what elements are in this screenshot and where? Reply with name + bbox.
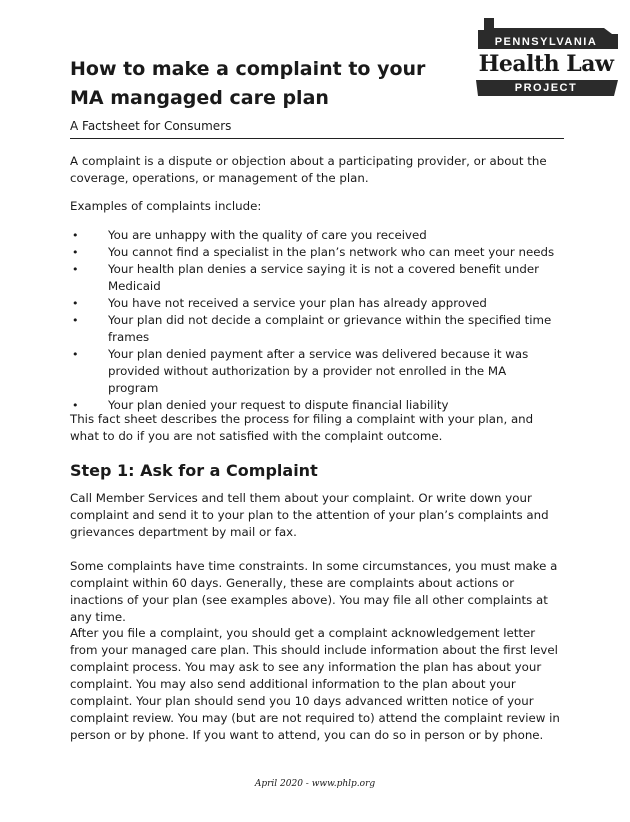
examples-list: [70, 227, 560, 414]
page-title: How to make a complaint to your MA mangaged care plan: [70, 58, 426, 109]
list-item-text: You have not received a service your plan has already approved: [108, 296, 487, 310]
summary-paragraph: This fact sheet describes the process for filing a complaint with your plan, and what to do if you are not satisfied with the complaint outcome.: [70, 412, 534, 443]
list-item-text: You are unhappy with the quality of care you received: [108, 228, 427, 242]
bullet-icon: •: [72, 348, 79, 361]
bullet-icon: •: [72, 314, 79, 327]
list-item-text: Your plan did not decide a complaint or grievance within the specified time frames: [108, 313, 552, 344]
logo-middle-text: Health Law: [478, 51, 614, 77]
bullet-icon: •: [72, 229, 79, 242]
bullet-icon: •: [72, 263, 79, 276]
list-item: [70, 312, 560, 346]
list-item: [70, 261, 560, 295]
bullet-icon: •: [72, 246, 79, 259]
page-footer: April 2020 - www.phlp.org: [254, 779, 376, 789]
examples-heading: Examples of complaints include:: [70, 199, 262, 213]
page-subtitle: A Factsheet for Consumers: [70, 119, 232, 133]
step1-paragraph-3: After you file a complaint, you should get a complaint acknowledgement letter from your managed care plan. This should include information about the first level complaint process. You may ask to see any information the plan has about your complaint. You may also send additional information to the plan about your complaint. Your plan should send you 10 days advanced written notice of your complaint review. You may (but are not required to) attend the complaint review in person or by phone. If you want to attend, you can do so in person or by phone.: [70, 626, 560, 742]
step1-paragraph-1: Call Member Services and tell them about your complaint. Or write down your complaint and send it to your plan to the attention of your plan’s complaints and grievances department by mail or fax.: [70, 491, 549, 539]
intro-paragraph: A complaint is a dispute or objection about a participating provider, or about the coverage, operations, or management of the plan.: [70, 154, 547, 185]
list-item: [70, 244, 560, 261]
bullet-icon: •: [72, 399, 79, 412]
list-item: [70, 227, 560, 244]
list-item-text: Your health plan denies a service saying it is not a covered benefit under Medicaid: [108, 262, 539, 293]
list-item: [70, 295, 560, 312]
phlp-logo: [472, 16, 620, 102]
title-divider: [70, 138, 564, 139]
bullet-icon: •: [72, 297, 79, 310]
logo-bottom-text: PROJECT: [514, 82, 578, 94]
list-item-text: You cannot find a specialist in the plan’s network who can meet your needs: [108, 245, 555, 259]
list-item: [70, 346, 560, 397]
list-item-text: Your plan denied your request to dispute financial liability: [108, 398, 449, 412]
step1-heading: Step 1: Ask for a Complaint: [70, 461, 318, 480]
list-item-text: Your plan denied payment after a service was delivered because it was provided without authorization by a provider not enrolled in the MA program: [108, 347, 529, 395]
step1-paragraph-2: Some complaints have time constraints. In some circumstances, you must make a complaint within 60 days. Generally, these are complaints about actions or inactions of your plan (see examples above). You may file all other complaints at any time.: [70, 559, 558, 624]
logo-top-text: PENNSYLVANIA: [494, 36, 598, 48]
